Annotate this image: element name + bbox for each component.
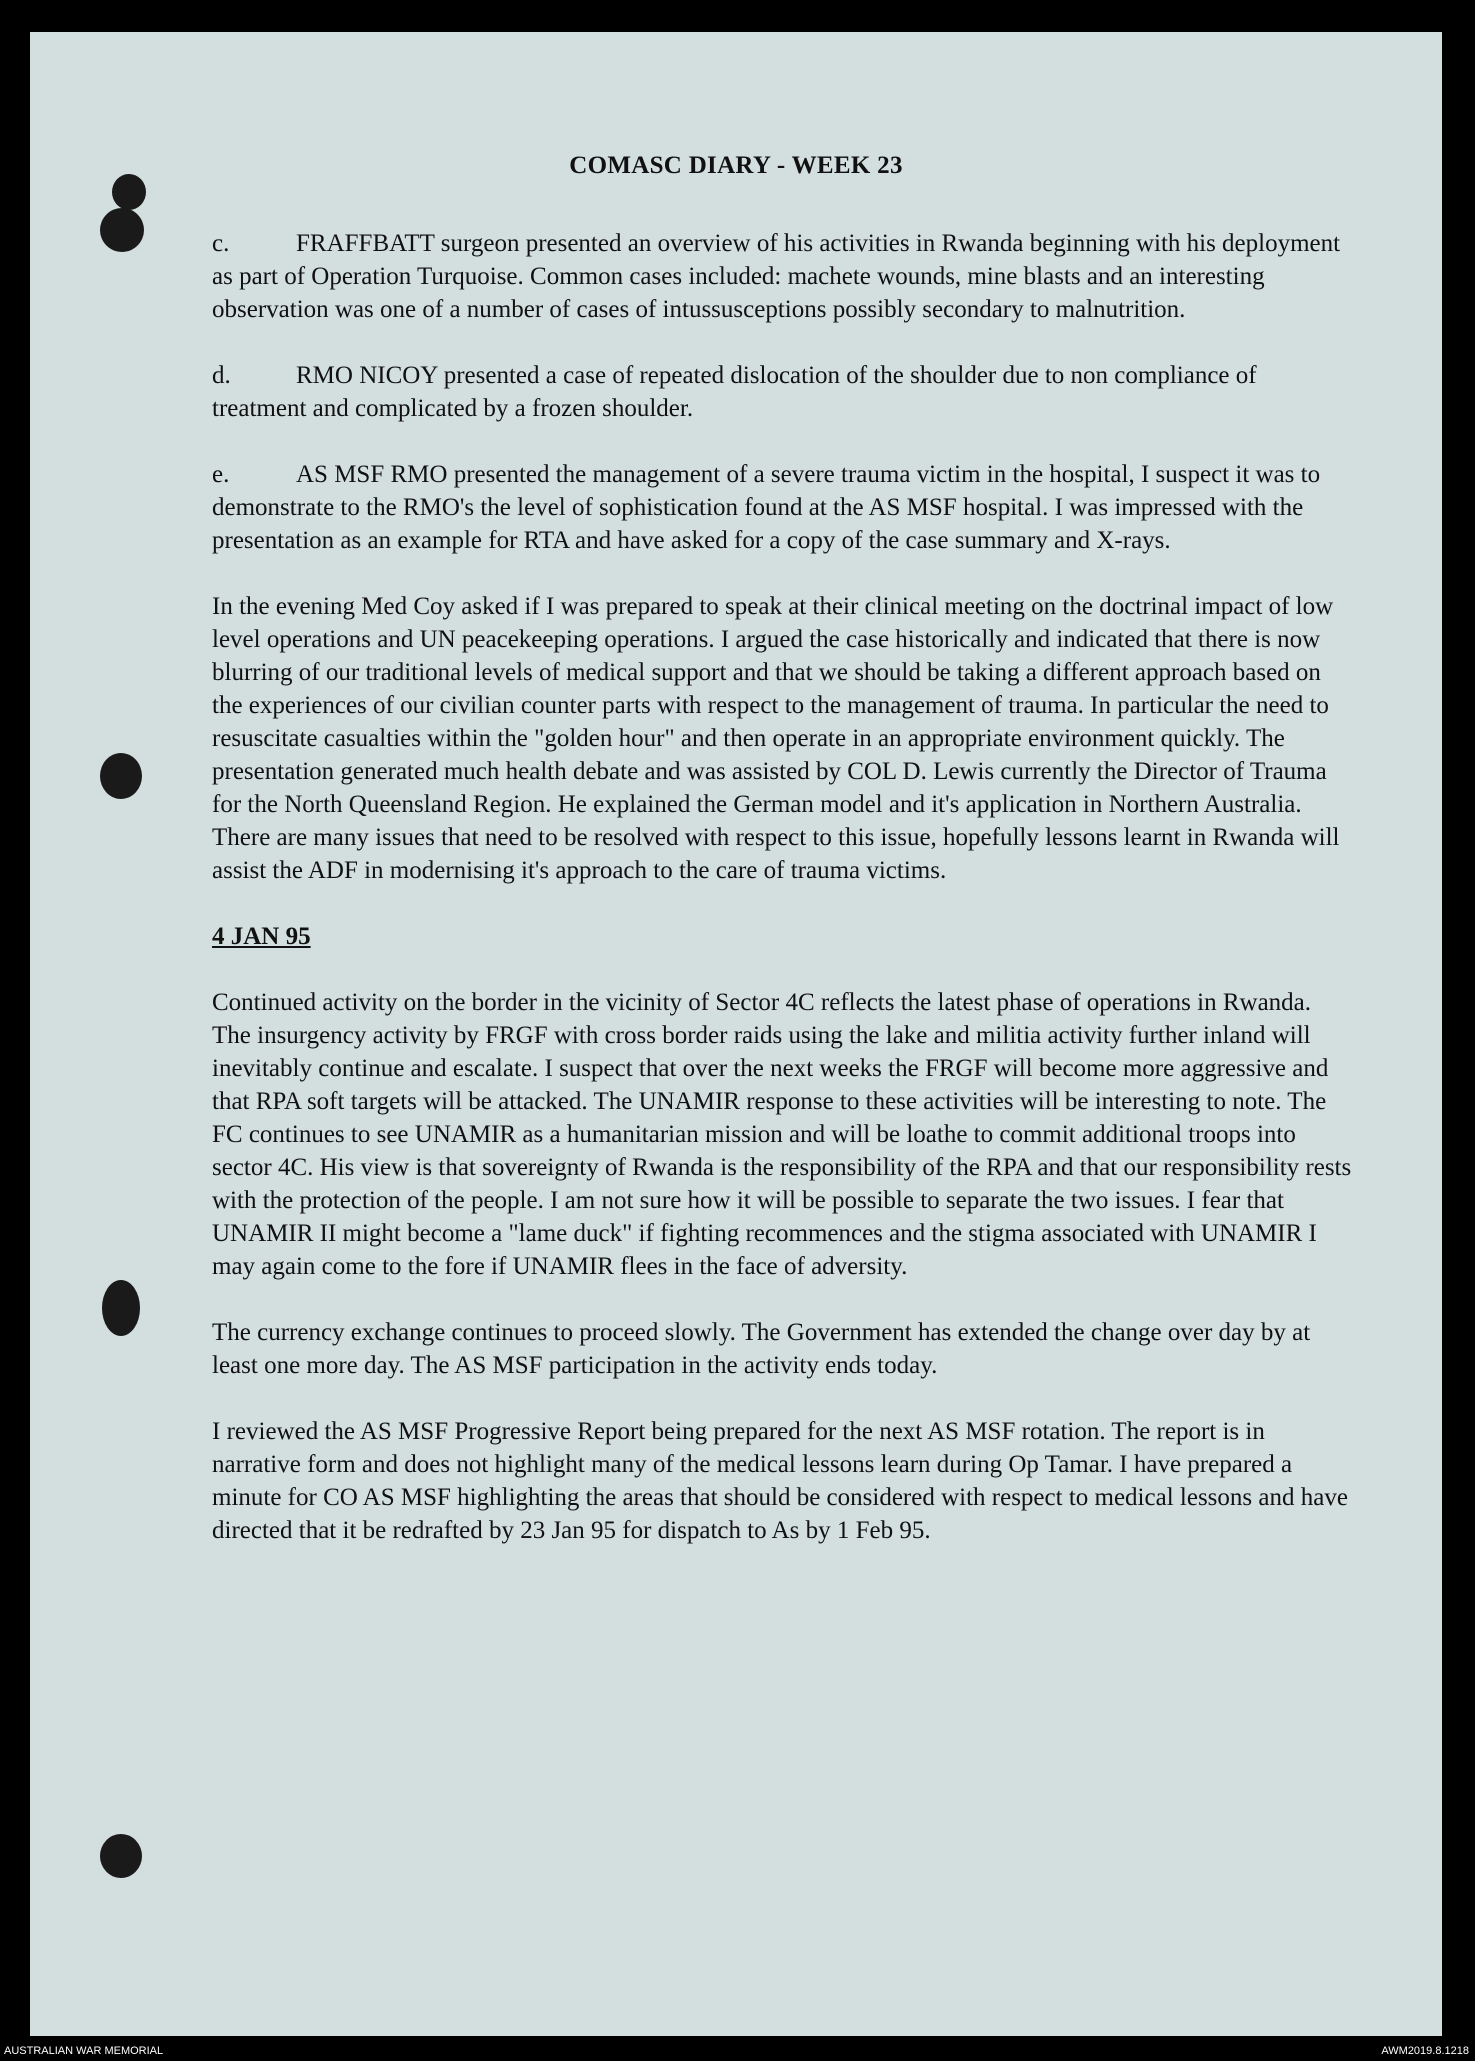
- list-item: [212, 227, 1352, 326]
- item-letter: d.: [212, 362, 231, 389]
- footer-accession-number: AWM2019.8.1218: [1381, 2045, 1469, 2057]
- item-text: FRAFFBATT surgeon presented an overview of his activities in Rwanda beginning with his deployment as part of Operation Turquoise. Common cases included: machete wounds, mine blasts and an interesting observation was one of a number of cases of intussusceptions possibly secondary to malnutrition.: [212, 230, 1341, 323]
- punch-hole: [100, 1834, 142, 1878]
- list-item: [212, 359, 1352, 425]
- evening-paragraph: In the evening Med Coy asked if I was prepared to speak at their clinical meeting on the doctrinal impact of low level operations and UN peacekeeping operations. I argued the case historically and indicated that there is now blurring of our traditional levels of medical support and that we should be taking a different approach based on the experiences of our civilian counter parts with respect to the management of trauma. In particular the need to resuscitate casualties within the "golden hour" and then operate in an appropriate environment quickly. The presentation generated much health debate and was assisted by COL D. Lewis currently the Director of Trauma for the North Queensland Region. He explained the German model and it's application in Northern Australia. There are many issues that need to be resolved with respect to this issue, hopefully lessons learnt in Rwanda will assist the ADF in modernising it's approach to the care of trauma victims.: [212, 593, 1340, 884]
- date-heading: 4 JAN 95: [212, 923, 311, 950]
- punch-hole: [100, 753, 142, 799]
- item-text: RMO NICOY presented a case of repeated dislocation of the shoulder due to non compliance of treatment and complicated by a frozen shoulder.: [212, 362, 1257, 422]
- paragraph: The currency exchange continues to proceed slowly. The Government has extended the change over day by at least one more day. The AS MSF participation in the activity ends today.: [212, 1319, 1311, 1379]
- item-text: AS MSF RMO presented the management of a severe trauma victim in the hospital, I suspect it was to demonstrate to the RMO's the level of sophistication found at the AS MSF hospital. I was impressed with the presentation as an example for RTA and have asked for a copy of the case summary and X-rays.: [212, 461, 1321, 554]
- punch-hole: [102, 1280, 140, 1336]
- document-page: [30, 32, 1442, 2036]
- diary-body: [212, 227, 1352, 1580]
- item-letter: e.: [212, 461, 230, 488]
- footer-institution: AUSTRALIAN WAR MEMORIAL: [4, 2045, 164, 2057]
- item-letter: c.: [212, 230, 230, 257]
- paragraph: I reviewed the AS MSF Progressive Report being prepared for the next AS MSF rotation. The report is in narrative form and does not highlight many of the medical lessons learn during Op Tamar. I have prepared a minute for CO AS MSF highlighting the areas that should be considered with respect to medical lessons and have directed that it be redrafted by 23 Jan 95 for dispatch to As by 1 Feb 95.: [212, 1418, 1348, 1544]
- paragraph: Continued activity on the border in the vicinity of Sector 4C reflects the latest phase of operations in Rwanda. The insurgency activity by FRGF with cross border raids using the lake and militia activity further inland will inevitably continue and escalate. I suspect that over the next weeks the FRGF will become more aggressive and that RPA soft targets will be attacked. The UNAMIR response to these activities will be interesting to note. The FC continues to see UNAMIR as a humanitarian mission and will be loathe to commit additional troops into sector 4C. His view is that sovereignty of Rwanda is the responsibility of the RPA and that our responsibility rests with the protection of the people. I am not sure how it will be possible to separate the two issues. I fear that UNAMIR II might become a "lame duck" if fighting recommences and the stigma associated with UNAMIR I may again come to the fore if UNAMIR flees in the face of adversity.: [212, 989, 1352, 1280]
- punch-hole: [100, 208, 144, 252]
- page-title: COMASC DIARY - WEEK 23: [569, 152, 903, 179]
- list-item: [212, 458, 1352, 557]
